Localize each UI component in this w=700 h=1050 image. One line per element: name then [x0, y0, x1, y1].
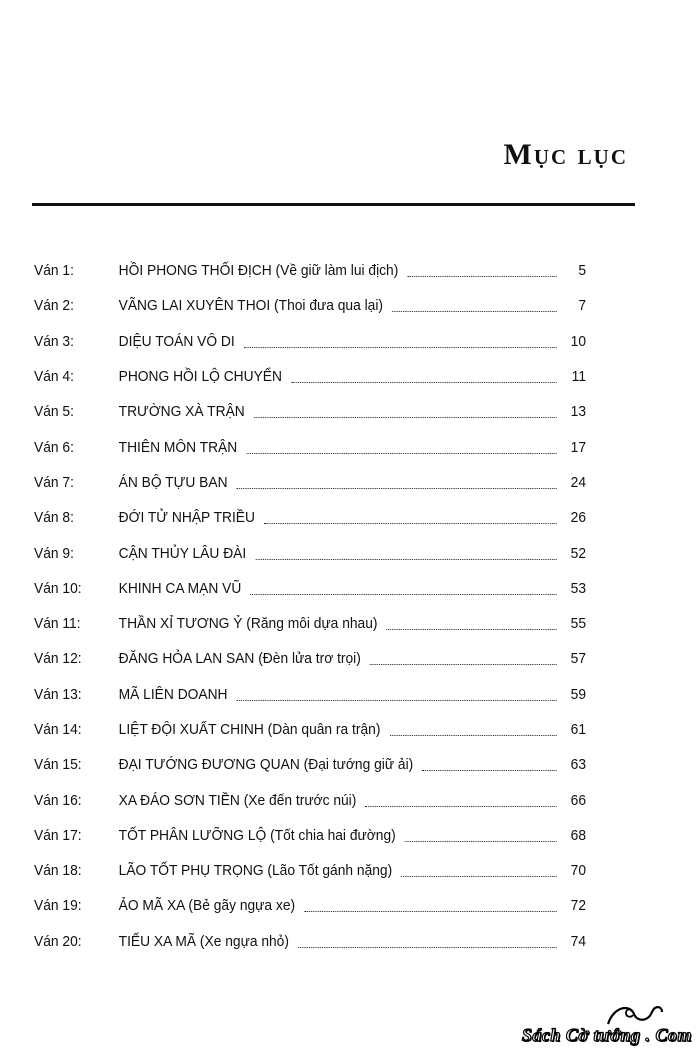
toc-entry [34, 324, 586, 359]
toc-entry-label: Ván 9: [34, 544, 74, 562]
toc-entry [34, 606, 586, 641]
toc-leader-dots [387, 617, 557, 630]
toc-entry-page: 68 [570, 826, 586, 844]
toc-entry-title: ĐỚI TỬ NHẬP TRIỀU [118, 509, 255, 527]
toc-entry-page: 7 [578, 297, 586, 315]
toc-leader-dots [244, 335, 557, 348]
toc-entry-label: Ván 20: [34, 932, 82, 950]
toc-entry [34, 924, 586, 959]
toc-entry [34, 747, 586, 782]
toc-entry-label: Ván 1: [34, 262, 74, 280]
toc-entry-page: 26 [570, 509, 586, 527]
toc-entry-label: Ván 17: [34, 826, 82, 844]
toc-entry-label: Ván 11: [34, 615, 81, 633]
toc-entry-label: Ván 13: [34, 685, 82, 703]
toc-entry-title: KHINH CA MẠN VŨ [118, 579, 242, 597]
toc-entry-label: Ván 10: [34, 579, 82, 597]
toc-leader-dots [405, 829, 557, 842]
toc-entry-title: THIÊN MÔN TRẬN [118, 438, 238, 456]
toc-entry-page: 59 [570, 685, 586, 703]
toc-entry-page: 24 [570, 473, 586, 491]
toc-entry [34, 641, 586, 676]
toc-leader-dots [422, 758, 556, 771]
toc-leader-dots [304, 899, 556, 912]
toc-entry-title: CẬN THỦY LÂU ĐÀI [118, 544, 247, 562]
toc-entry-page: 17 [570, 438, 586, 456]
toc-entry [34, 465, 586, 500]
toc-entry-page: 70 [570, 862, 586, 880]
toc-entry [34, 500, 586, 535]
toc-entry-title: MÃ LIÊN DOANH [118, 685, 228, 703]
toc-leader-dots [401, 864, 556, 877]
toc-entry [34, 853, 586, 888]
toc-entry-page: 63 [570, 756, 586, 774]
toc-entry-title: ĐĂNG HỎA LAN SAN (Đèn lửa trơ trọi) [118, 650, 361, 668]
toc-entry-label: Ván 4: [34, 368, 74, 386]
toc-entry-label: Ván 5: [34, 403, 74, 421]
toc-entry [34, 818, 586, 853]
toc-entry-title: ÁN BỘ TỰU BAN [118, 473, 228, 491]
toc-entry-label: Ván 15: [34, 756, 82, 774]
toc-entry-title: ẢO MÃ XA (Bẻ gãy ngựa xe) [118, 897, 296, 915]
toc-entry-title: PHONG HỒI LỘ CHUYỂN [118, 368, 282, 386]
toc-leader-dots [254, 405, 557, 418]
toc-entry-page: 10 [570, 332, 586, 350]
toc-entry-label: Ván 7: [34, 473, 74, 491]
toc-entry-page: 13 [570, 403, 586, 421]
toc-entry-page: 53 [570, 579, 586, 597]
toc-leader-dots [390, 723, 557, 736]
toc-leader-dots [408, 264, 557, 277]
toc-entry-title: LIỆT ĐỘI XUẤT CHINH (Dàn quân ra trận) [118, 721, 381, 738]
toc-entry-label: Ván 3: [34, 332, 74, 350]
toc-entry [34, 888, 586, 923]
toc-leader-dots [237, 688, 557, 701]
toc-entry [34, 782, 586, 817]
toc-entry-label: Ván 19: [34, 897, 82, 915]
toc-entry-title: XA ĐÁO SƠN TIỀN (Xe đến trước núi) [118, 791, 357, 809]
toc-entry-label: Ván 8: [34, 509, 74, 527]
toc-entry-title: LÃO TỐT PHỤ TRỌNG (Lão Tốt gánh nặng) [118, 862, 393, 880]
toc-entry-page: 74 [570, 932, 586, 950]
toc-leader-dots [237, 476, 557, 489]
toc-entry [34, 535, 586, 570]
toc-entry-label: Ván 14: [34, 721, 82, 738]
toc-entry-label: Ván 2: [34, 297, 74, 315]
toc-entry [34, 571, 586, 606]
toc-entry-title: VÃNG LAI XUYÊN THOI (Thoi đưa qua lại) [118, 297, 384, 315]
toc-entry [34, 394, 586, 429]
toc-entry-page: 66 [570, 791, 586, 809]
toc-entry-title: HỒI PHONG THỐI ĐỊCH (Về giữ làm lui địch) [118, 262, 399, 280]
site-watermark: Sách Cờ tướng . Com [521, 1025, 692, 1045]
toc-entry-title: TIỂU XA MÃ (Xe ngựa nhỏ) [118, 932, 289, 950]
toc-entry-page: 11 [571, 368, 586, 386]
toc-entry-label: Ván 6: [34, 438, 74, 456]
toc-entry-label: Ván 12: [34, 650, 82, 668]
toc-entry-title: TRƯỜNG XÀ TRẬN [118, 403, 245, 421]
toc-entry [34, 288, 586, 323]
toc-leader-dots [298, 935, 556, 948]
toc-leader-dots [264, 511, 556, 524]
toc-entry-page: 72 [570, 897, 586, 915]
toc-entry-title: THẦN XỈ TƯƠNG Ỷ (Răng môi dựa nhau) [118, 615, 378, 633]
toc-entry-title: TỐT PHÂN LƯỠNG LỘ (Tốt chia hai đường) [118, 826, 396, 844]
toc-entry-page: 61 [570, 721, 586, 738]
toc-entry [34, 359, 586, 394]
toc-leader-dots [246, 441, 556, 454]
toc-entry [34, 677, 586, 712]
toc-leader-dots [370, 652, 557, 665]
toc-leader-dots [392, 299, 556, 312]
toc-entry [34, 712, 586, 747]
toc-leader-dots [255, 547, 556, 560]
toc-entry-title: DIỆU TOÁN VÔ DI [118, 332, 235, 350]
toc-entry-title: ĐẠI TƯỚNG ĐƯƠNG QUAN (Đại tướng giữ ải) [118, 756, 414, 774]
table-of-contents [34, 253, 634, 959]
toc-entry [34, 253, 586, 288]
toc-entry [34, 429, 586, 464]
toc-leader-dots [291, 370, 556, 383]
toc-leader-dots [366, 794, 557, 807]
toc-entry-label: Ván 18: [34, 862, 82, 880]
toc-entry-page: 55 [570, 615, 586, 633]
toc-entry-label: Ván 16: [34, 791, 82, 809]
toc-entry-page: 5 [578, 262, 586, 280]
toc-entry-page: 52 [570, 544, 586, 562]
toc-entry-page: 57 [570, 650, 586, 668]
page-title: Mục lục [503, 138, 628, 171]
title-divider [32, 203, 635, 206]
toc-leader-dots [251, 582, 557, 595]
